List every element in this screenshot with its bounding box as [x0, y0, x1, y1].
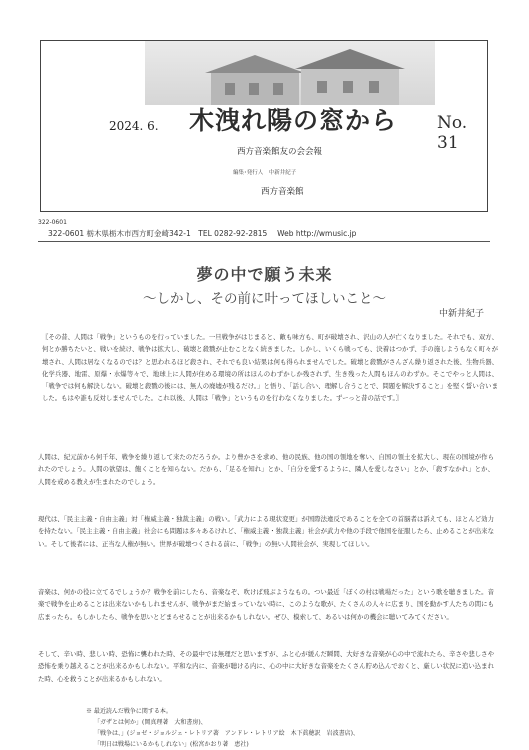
postal-code: 322-0601 — [38, 219, 67, 226]
intro-paragraph: 〖その昔、人間は「戦争」というものを行っていました。一旦戦争がはじまると、敵も味方も、町が破壊され、沢山の人が亡くなりました。それでも、双方、何とか勝ちたいと、戦いを続け、戦争は拡大し、破壊と殺戮が止むことなく続きました。しかし、いくら戦っても、決着はつかず、手の施しようもなく町々が壊され、人間は居なくなるのでは？と思われるほど殺され、それでも良い結果は何も得られませんでした。破壊と殺戮がさんざん繰り返された後、生物兵器、化学兵器、地雷、原爆・水爆等々で、地球上に人間が住める環境の所はほんのわずかしか残されず、生き残った人間もほんのわずか。そこでやっと人間は、「戦争では何も解決しない。破壊と殺戮の後には、無人の廃墟が残るだけ。」と悟り、「話し合い、理解し合うことで、問題を解決すること」を堅く誓い合いました。もはや誰も反対しませんでした。これ以後、人間は「戦争」というものを行わなくなりました。ずーっと昔の話です。〗 — [42, 333, 498, 403]
address-line: 322-0601 栃木県栃木市西方町金崎342-1 TEL 0282-92-2815 Web http://wmusic.jp — [48, 229, 357, 238]
hall-name: 西方音楽館 — [261, 187, 304, 197]
masthead-building-photo — [145, 41, 435, 105]
issue-number: No. 31 — [437, 113, 468, 153]
address-divider — [38, 241, 490, 242]
references — [86, 706, 359, 750]
body-paragraph-3: 音楽は、何かの役に立てるでしょうか？戦争を前にしたら、音楽なぞ、吹けば飛ぶようなもの。つい最近「ぼくの村は戦場だった」という歌を聴きました。音楽で戦争を止めることは出来ないかもしれませんが、戦争がまだ始まっていない時に、このような歌が、たくさんの人々に広まり、国を動かす人たちの間にも広まったら。もしかしたら、戦争を思いとどまらせることが出来るかもしれない。ぜひ、模索して、あるいは何かの機会に聴いてみてください。 — [38, 588, 494, 621]
newsletter-title: 木洩れ陽の窓から — [189, 106, 398, 135]
article-title: 夢の中で願う未来 — [196, 265, 333, 284]
body-paragraph-2: 現代は、「民主主義・自由主義」対「権威主義・独裁主義」の戦い。「武力による現状変更」が国際法違反であることを全ての首脳者は訴えても、ほとんど効力を持たない。「民主主義・自由主義」社会にも問題は多々あるけれど、「権威主義・独裁主義」社会が武力や他の手段で他国を征服したら、止めることが出来ない。そして後者には、正当な人権が無い。世界が破壊つくされる前に、「戦争」の無い人間社会が、実現してほしい。 — [38, 515, 494, 548]
article-author: 中新井紀子 — [438, 309, 484, 319]
reference-item: 「戦争は、」(ジョゼ・ジョルジェ・レトリア著 アンドレ・レトリア絵 木下眞穂訳 岩波書店)、 — [94, 730, 359, 737]
issue-date: 2024. 6. — [109, 119, 159, 133]
body-paragraph-1: 人間は、紀元前から何千年、戦争を繰り返して来たのだろうか。より豊かさを求め、他の民族、他の国の領地を奪い、自国の領土を拡大し、現在の国境が作られたのでしょう。人間の欲望は、飽くことを知らない。だから、「足るを知れ」とか、「自分を愛するように、隣人を愛しなさい」とか、「殺すなかれ」とか、人間を戒める教えが生まれたのでしょう。 — [38, 453, 494, 486]
references-heading: ※ 最近読んだ戦争に関する本。 — [86, 708, 172, 715]
editor-credit: 編集･発行人 中新井紀子 — [233, 170, 297, 176]
reference-item: 「明日は戦場にいるかもしれない」(松宮かおり著 恵社) — [94, 741, 249, 748]
organization-subtitle: 西方音楽館友の会会報 — [237, 147, 323, 157]
reference-item: 「ガザとは何か」(岡真理著 大和書房)、 — [94, 719, 207, 726]
masthead — [40, 40, 488, 212]
body-paragraph-4: そして、辛い時、悲しい時、恐怖に襲われた時、その最中では無理だと思いますが、ふと心が緩んだ瞬間、大好きな音楽が心の中で流れたら、辛さや悲しさや恐怖を乗り越えることが出来るかもしれない。平和な内に、音楽が聴ける内に、心の中に大好きな音楽をたくさん貯め込んでおくと、厳しい状況に追い込まれた時、心を救うことが出来るかもしれない。 — [38, 650, 494, 683]
article-subtitle: 〜しかし、その前に叶ってほしいこと〜 — [143, 291, 386, 307]
